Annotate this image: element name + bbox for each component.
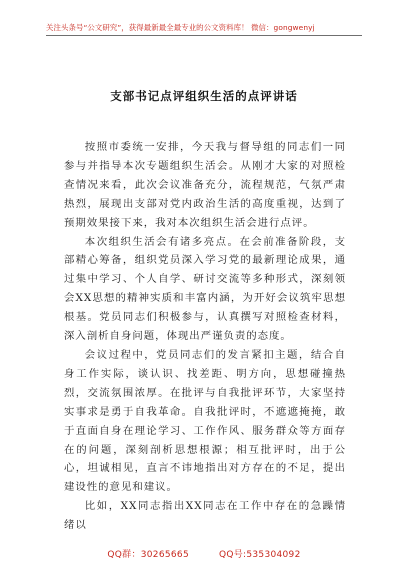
promo-header [46,22,362,36]
paragraph: 本次组织生活会有诸多亮点。在会前准备阶段，支部精心筹备，组织党员深入学习党的最新理论成果，通过集中学习、个人自学、研讨交流等多种形式，深刻领会XX思想的精神实质和丰富内涵，为开好会议筑牢思想根基。党员同志们积极参与，认真撰写对照检查材料，深入剖析自身问题，体现出严谨负责的态度。 [64,235,346,343]
qq-id-text: QQ号:535304092 [218,550,301,560]
paragraph: 比如，XX同志指出XX同志在工作中存在的急躁情绪以 [64,500,346,532]
qq-group-text: QQ群：30265665 [107,550,189,560]
paragraph: 按照市委统一安排，今天我与督导组的同志们一同参与并指导本次专题组织生活会。从刚才大家的对照检查情况来看，此次会议准备充分，流程规范，气氛严肃热烈，展现出支部对党内政治生活的高度重视，达到了预期效果接下来，我对本次组织生活会进行点评。 [64,141,346,229]
document-body [64,138,346,535]
document-title: 支部书记点评组织生活的点评讲话 [110,89,298,103]
footer-contact [0,547,408,560]
paragraph: 会议过程中，党员同志们的发言紧扣主题，结合自身工作实际，谈认识、找差距、明方向，思想碰撞热烈，交流氛围浓厚。在批评与自我批评环节，大家坚持实事求是勇于自我革命。自我批评时，不遮遮掩掩，敢于直面自身在理论学习、工作作风、服务群众等方面存在的问题，深刻剖析思想根源；相互批评时，出于公心，坦诚相见，直言不讳地指出对方存在的不足，提出建设性的意见和建议。 [64,348,346,494]
promo-text: 关注头条号“公文研究”，获得最新最全最专业的公文资料库！ 微信：gongwenyj [46,23,315,32]
